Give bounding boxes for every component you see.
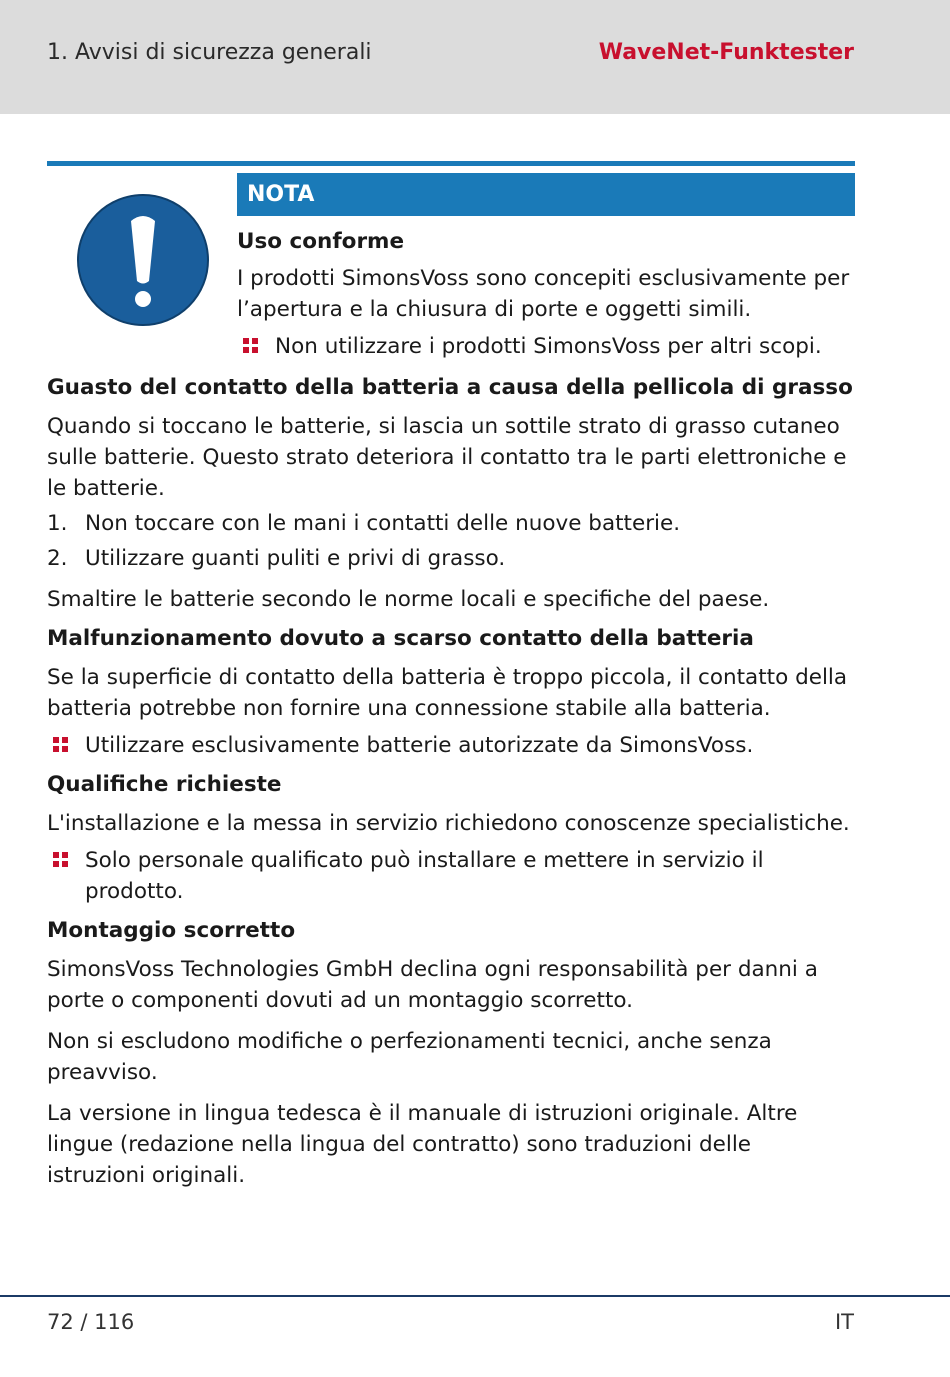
- page-header: [0, 0, 950, 114]
- section-title: 1. Avvisi di sicurezza generali: [47, 40, 372, 65]
- disposal-text: Smaltire le batterie secondo le norme locali e specifiche del paese.: [47, 587, 770, 612]
- page-number: 72 / 116: [47, 1310, 135, 1334]
- heading-grease: Guasto del contatto della batteria a causa della pellicola di grasso: [47, 375, 853, 400]
- step-number: 1.: [47, 511, 68, 536]
- notice-text: I prodotti SimonsVoss sono concepiti esclusivamente per l’apertura e la chiusura di porte e oggetti simili.: [237, 266, 850, 322]
- mounting-text-1: SimonsVoss Technologies GmbH declina ogni responsabilità per danni a porte o componenti dovuti ad un montaggio scorretto.: [47, 957, 818, 1013]
- qualification-bullet: [47, 845, 855, 907]
- step-item: [47, 508, 855, 539]
- grease-text: Quando si toccano le batterie, si lascia un sottile strato di grasso cutaneo sulle batterie. Questo strato deteriora il contatto tra le parti elettroniche e le batterie.: [47, 414, 847, 501]
- footer-rule: [0, 1295, 950, 1297]
- heading-mounting: Montaggio scorretto: [47, 918, 296, 943]
- page-content: [47, 226, 855, 1191]
- notice-title: Uso conforme: [237, 229, 405, 254]
- notice-label: NOTA: [237, 173, 855, 216]
- qualification-text: L'installazione e la messa in servizio richiedono conoscenze specialistiche.: [47, 811, 850, 836]
- bullet-marker-icon: [243, 338, 258, 353]
- bullet-marker-icon: [53, 852, 68, 867]
- notice-body: [237, 226, 855, 362]
- bullet-marker-icon: [53, 737, 68, 752]
- language-code: IT: [834, 1310, 854, 1334]
- mounting-text-3: La versione in lingua tedesca è il manuale di istruzioni originale. Altre lingue (redazione nella lingua del contratto) sono traduzioni delle istruzioni originali.: [47, 1101, 798, 1188]
- notice-bullet-text: Non utilizzare i prodotti SimonsVoss per altri scopi.: [275, 334, 822, 359]
- notice-top-rule: [47, 161, 855, 166]
- product-name: WaveNet-Funktester: [598, 40, 854, 65]
- mounting-text-2: Non si escludono modifiche o perfezionamenti tecnici, anche senza preavviso.: [47, 1029, 772, 1085]
- contact-bullet-text: Utilizzare esclusivamente batterie autorizzate da SimonsVoss.: [85, 733, 754, 758]
- step-item: [47, 543, 855, 574]
- step-text: Non toccare con le mani i contatti delle nuove batterie.: [85, 511, 681, 536]
- notice-bullet: [237, 331, 855, 362]
- step-number: 2.: [47, 546, 68, 571]
- step-text: Utilizzare guanti puliti e privi di grasso.: [85, 546, 506, 571]
- contact-text: Se la superficie di contatto della batteria è troppo piccola, il contatto della batteria potrebbe non fornire una connessione stabile alla batteria.: [47, 665, 848, 721]
- heading-qualification: Qualifiche richieste: [47, 772, 282, 797]
- contact-bullet: [47, 730, 855, 761]
- heading-contact: Malfunzionamento dovuto a scarso contatto della batteria: [47, 626, 754, 651]
- qualification-bullet-text: Solo personale qualificato può installare e mettere in servizio il prodotto.: [85, 848, 764, 904]
